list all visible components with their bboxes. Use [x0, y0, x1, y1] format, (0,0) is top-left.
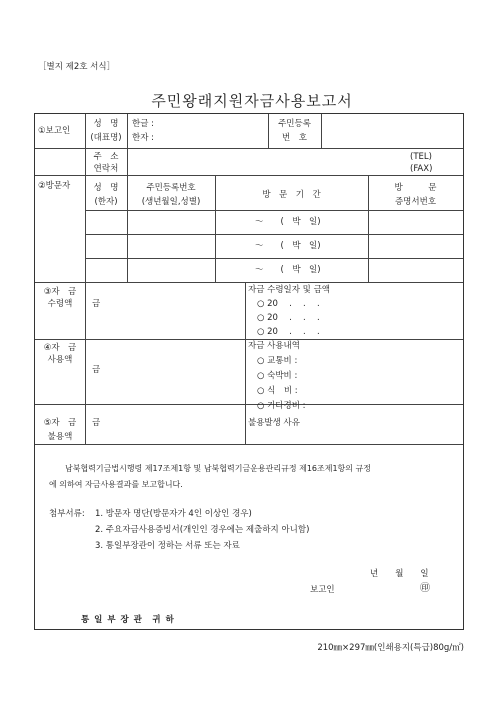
received-date-item[interactable]: ○ 20 . . .: [257, 327, 320, 337]
received-section-sublabel: 수령액: [47, 299, 73, 309]
received-amount-field[interactable]: 금: [92, 299, 101, 309]
tel-label: (TEL): [410, 152, 432, 162]
rrn-subheader: 번 호: [282, 133, 307, 143]
reporter-name-header: 성 명: [93, 119, 119, 129]
unused-section-label: ⑤자 금: [43, 418, 77, 428]
reporter-name-subheader: (대표명): [90, 133, 122, 143]
name-hanja-field[interactable]: 한자 :: [132, 133, 154, 143]
declaration-text-line1: 남북협력기금법시행령 제17조제1항 및 남북협력기금운용관리규정 제16조제1항의 규정: [65, 464, 372, 473]
visit-cert-header: 방 문: [394, 183, 437, 193]
visit-cert-subheader: 증명서번호: [394, 197, 437, 207]
used-amount-field[interactable]: 금: [92, 365, 101, 375]
report-form: [34, 113, 464, 630]
seal-icon: ㊞: [420, 583, 430, 594]
unused-reason-header[interactable]: 불용발생 사유: [248, 418, 300, 428]
address-field[interactable]: [128, 149, 408, 174]
received-date-item[interactable]: ○ 20 . . .: [257, 299, 320, 309]
declaration-text-line2: 에 의하여 자금사용결과를 보고합니다.: [49, 480, 183, 489]
visitor-name-header: 성 명: [93, 183, 119, 193]
rrn-header: 주민등록: [278, 119, 311, 129]
received-dates-header: 자금 수령일자 및 금액: [248, 285, 331, 295]
received-section-label: ③자 금: [43, 287, 77, 297]
visit-period-row[interactable]: ～ ( 박 일): [255, 217, 321, 227]
usage-item-other[interactable]: ○ 기타경비 :: [257, 401, 306, 411]
attachment-item: 1. 방문자 명단(방문자가 4인 이상인 경우): [95, 509, 252, 519]
used-section-sublabel: 사용액: [47, 355, 73, 365]
attachment-item: 2. 주요자금사용증빙서(개인인 경우에는 제출하지 아니함): [95, 525, 310, 535]
address-header: 주 소: [93, 152, 119, 162]
unused-section-sublabel: 불용액: [47, 432, 73, 442]
reporter-section-label: ①보고인: [38, 126, 71, 136]
visitor-rrn-subheader: (생년월일,성별): [141, 197, 201, 207]
visitor-section-label: ②방문자: [38, 181, 71, 191]
page-title: 주민왕래지원자금사용보고서: [151, 92, 353, 110]
addressee: 통 일 부 장 관 귀 하: [81, 615, 175, 625]
paper-spec: 210㎜×297㎜(인쇄용지(특급)80g/㎡): [317, 643, 464, 653]
name-korean-field[interactable]: 한글 :: [132, 119, 154, 129]
contact-header: 연락처: [93, 164, 119, 174]
reporter-sign-label: 보고인: [310, 585, 335, 595]
visit-period-row[interactable]: ～ ( 박 일): [255, 241, 321, 251]
date-field[interactable]: 년 월 일: [370, 569, 429, 579]
attachments-header: 첨부서류:: [49, 509, 85, 519]
form-number: ［별지 제2호 서식］: [38, 62, 116, 72]
usage-item-transport[interactable]: ○ 교통비 :: [257, 356, 298, 366]
usage-item-meals[interactable]: ○ 식 비 :: [257, 386, 298, 396]
visit-period-row[interactable]: ～ ( 박 일): [255, 265, 321, 275]
visitor-name-subheader: (한자): [94, 197, 118, 207]
usage-details-header: 자금 사용내역: [248, 341, 300, 351]
rrn-field[interactable]: [322, 115, 462, 147]
unused-amount-field[interactable]: 금: [92, 418, 101, 428]
received-date-item[interactable]: ○ 20 . . .: [257, 313, 320, 323]
visit-period-header: 방 문 기 간: [262, 190, 321, 200]
fax-label: (FAX): [410, 164, 433, 174]
visitor-rrn-header: 주민등록번호: [146, 183, 196, 193]
usage-item-lodging[interactable]: ○ 숙박비 :: [257, 371, 298, 381]
attachment-item: 3. 통일부장관이 정하는 서류 또는 자료: [95, 541, 240, 551]
used-section-label: ④자 금: [43, 343, 77, 353]
